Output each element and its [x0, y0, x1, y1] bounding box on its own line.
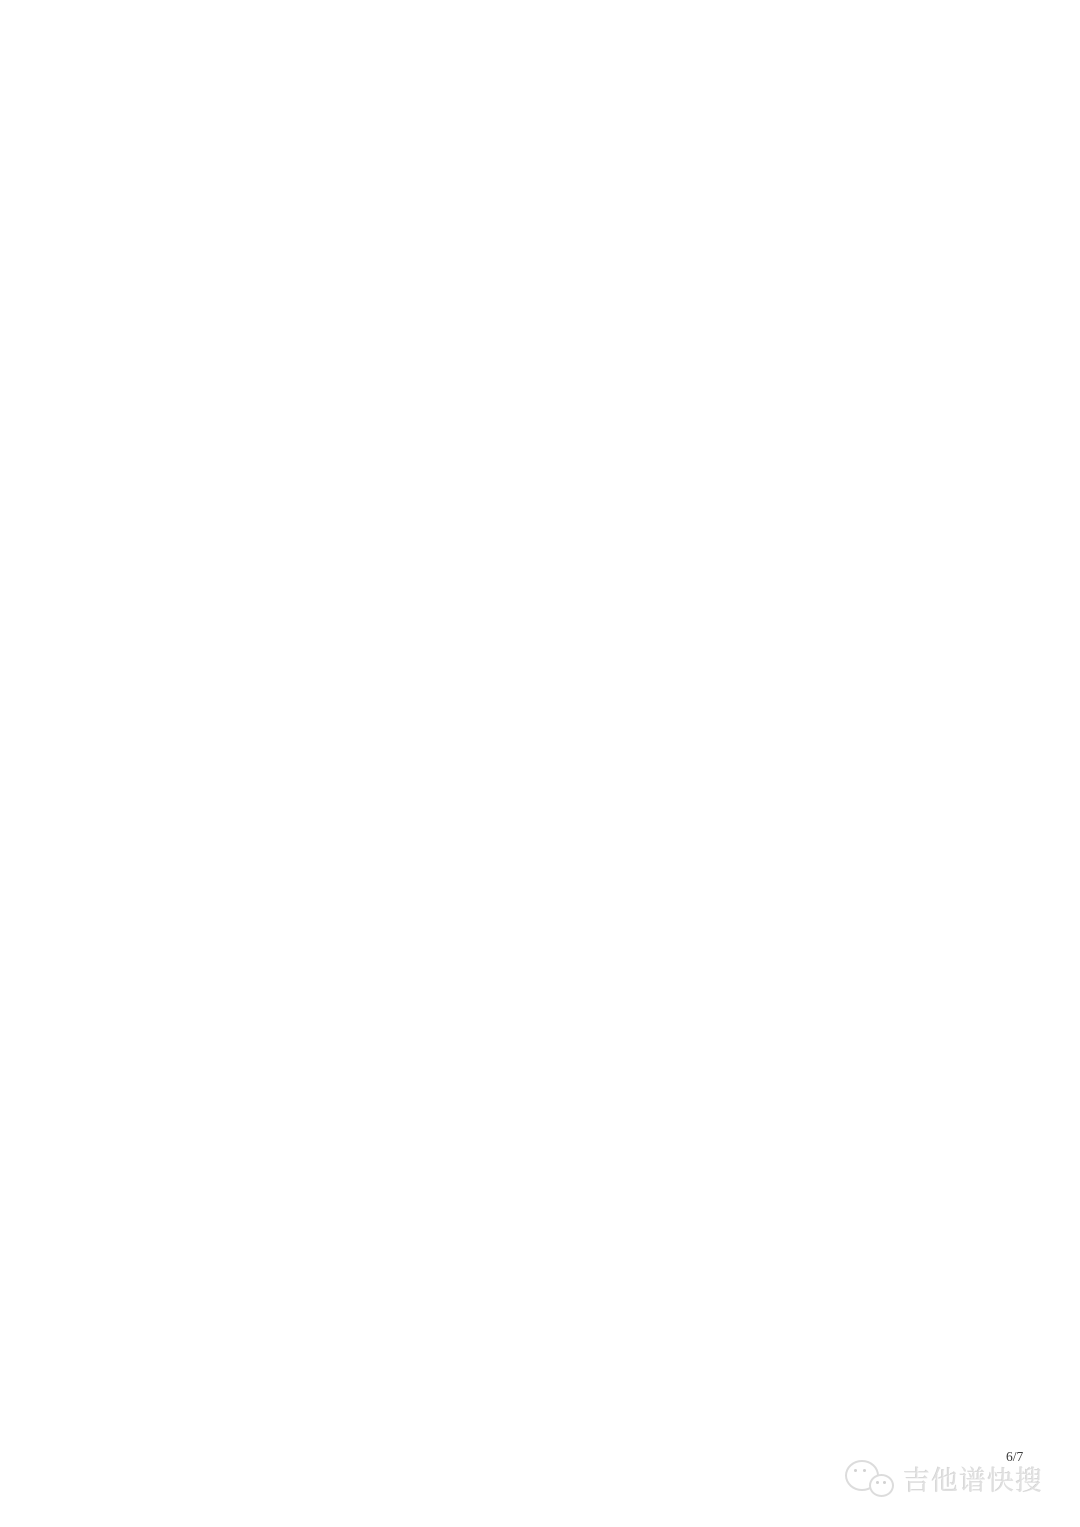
page-number: 6/7 — [1006, 1449, 1024, 1464]
bubble-eye — [883, 1481, 886, 1484]
bubble-eye — [876, 1481, 879, 1484]
wechat-small-bubble-icon — [869, 1474, 894, 1497]
bubble-eye — [854, 1469, 857, 1472]
watermark-text: 吉他谱快搜 — [903, 1466, 1043, 1496]
bubble-eye — [863, 1469, 866, 1472]
watermark — [845, 1458, 1065, 1510]
